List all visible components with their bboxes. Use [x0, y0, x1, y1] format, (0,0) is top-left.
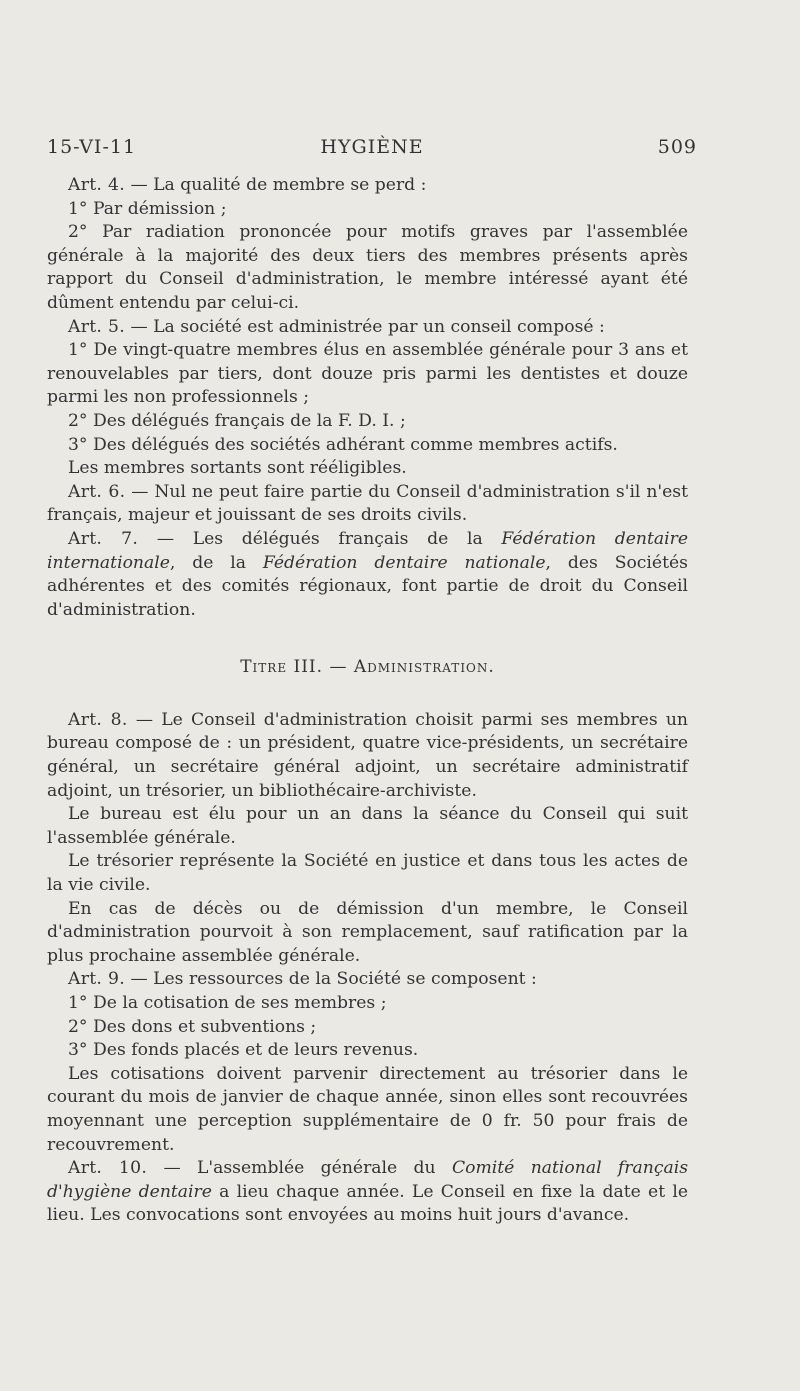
article-text: — Le Conseil d'administration choisit parmi ses membres un bureau composé de : un président, quatre vice-présidents, un secrétaire général, un secrétaire général adjoint, un secrétaire administratif adjoint, un trésorier, un bibliothécaire-archiviste. [47, 709, 688, 801]
list-item [47, 1016, 688, 1040]
federation-nationale: Fédération dentaire nationale [262, 552, 546, 573]
item-number: 2° [68, 1016, 88, 1037]
running-head [47, 136, 697, 164]
list-item [47, 1039, 688, 1063]
article-8 [47, 709, 688, 803]
article-text: — La qualité de membre se perd : [130, 175, 427, 195]
item-text: De vingt-quatre membres élus en assemblée générale pour 3 ans et renouvelables par tiers, dont douze pris parmi les dentistes et douze parmi les non professionnels ; [47, 340, 688, 408]
item-number: 1° [68, 198, 88, 219]
section-heading [47, 656, 688, 680]
article-text: , de la [169, 552, 247, 573]
page-body [47, 174, 688, 1228]
item-text: De la cotisation de ses membres ; [93, 993, 387, 1013]
item-number: 2° [68, 222, 88, 243]
federation-internationale: Fédération dentaire internationale [47, 528, 688, 573]
article-9 [47, 968, 688, 992]
item-text: Des délégués des sociétés adhérant comme membres actifs. [93, 434, 618, 455]
paragraph: En cas de décès ou de démission d'un membre, le Conseil d'administration pourvoit à son remplacement, sauf ratification par la plus prochaine assemblée générale. [47, 898, 688, 966]
paragraph: Les cotisations doivent parvenir directement au trésorier dans le courant du mois de janvier de chaque année, sinon elles sont recouvrées moyennant une perception supplémentaire de 0 fr. 50 pour frais de recouvrement. [47, 1063, 688, 1155]
article-label: Art. 8. [68, 709, 128, 730]
item-number: 3° [68, 1040, 88, 1061]
section-title: HYGIÈNE [320, 136, 424, 158]
item-number: 3° [68, 434, 88, 455]
comite-national: Comité national français d'hygiène dentaire [47, 1158, 689, 1202]
article-text: — Nul ne peut faire partie du Conseil d'administration s'il n'est français, majeur et jouissant de ses droits civils. [47, 481, 689, 526]
article-5 [47, 316, 688, 340]
list-item [47, 198, 688, 222]
article-label: Art. 10. [68, 1158, 148, 1179]
article-7 [47, 528, 688, 622]
article-label: Art. 7. [68, 528, 139, 549]
list-item [47, 434, 688, 458]
article-text: , des Sociétés adhérentes et des comités régionaux, font partie de droit du Conseil d'administration. [47, 552, 689, 620]
article-text: — L'assemblée générale du [163, 1158, 436, 1179]
item-number: 1° [68, 340, 88, 361]
paragraph: Les membres sortants sont rééligibles. [68, 458, 407, 479]
article-4 [47, 174, 688, 198]
page-number: 509 [657, 136, 697, 158]
heading-word: Titre [240, 657, 288, 678]
article-label: Art. 9. [68, 969, 125, 990]
article-10 [47, 1157, 688, 1228]
list-item [47, 221, 688, 315]
article-text: — Les délégués français de la [156, 528, 483, 549]
heading-number: III. [293, 657, 324, 678]
list-item [47, 339, 688, 410]
item-number: 2° [68, 410, 88, 431]
item-text: Des dons et subventions ; [93, 1016, 317, 1037]
article-label: Art. 6. [68, 481, 126, 502]
article-6 [47, 481, 688, 528]
item-text: Par démission ; [93, 198, 227, 219]
item-text: Des délégués français de la F. D. I. ; [93, 410, 406, 431]
item-text: Des fonds placés et de leurs revenus. [93, 1040, 419, 1061]
issue-date: 15-VI-11 [47, 136, 137, 158]
list-item [47, 992, 688, 1016]
paragraph: Le bureau est élu pour un an dans la séance du Conseil qui suit l'assemblée générale. [47, 804, 688, 848]
heading-name: Administration. [353, 657, 495, 678]
article-text: — La société est administrée par un conseil composé : [130, 316, 605, 337]
article-label: Art. 4. [68, 175, 125, 195]
article-text: — Les ressources de la Société se composent : [130, 969, 537, 990]
item-text: Par radiation prononcée pour motifs graves par l'assemblée générale à la majorité des deux tiers des membres présents après rapport du Conseil d'administration, le membre intéressé ayant été dûment entendu par celui-ci. [47, 222, 688, 313]
heading-dash: — [329, 657, 348, 678]
paragraph: Le trésorier représente la Société en justice et dans tous les actes de la vie civile. [47, 851, 688, 896]
list-item [47, 410, 688, 434]
article-label: Art. 5. [68, 316, 125, 337]
item-number: 1° [68, 993, 88, 1013]
article-text: a lieu chaque année. Le Conseil en fixe la date et le lieu. Les convocations sont envoyées au moins huit jours d'avance. [47, 1181, 688, 1226]
